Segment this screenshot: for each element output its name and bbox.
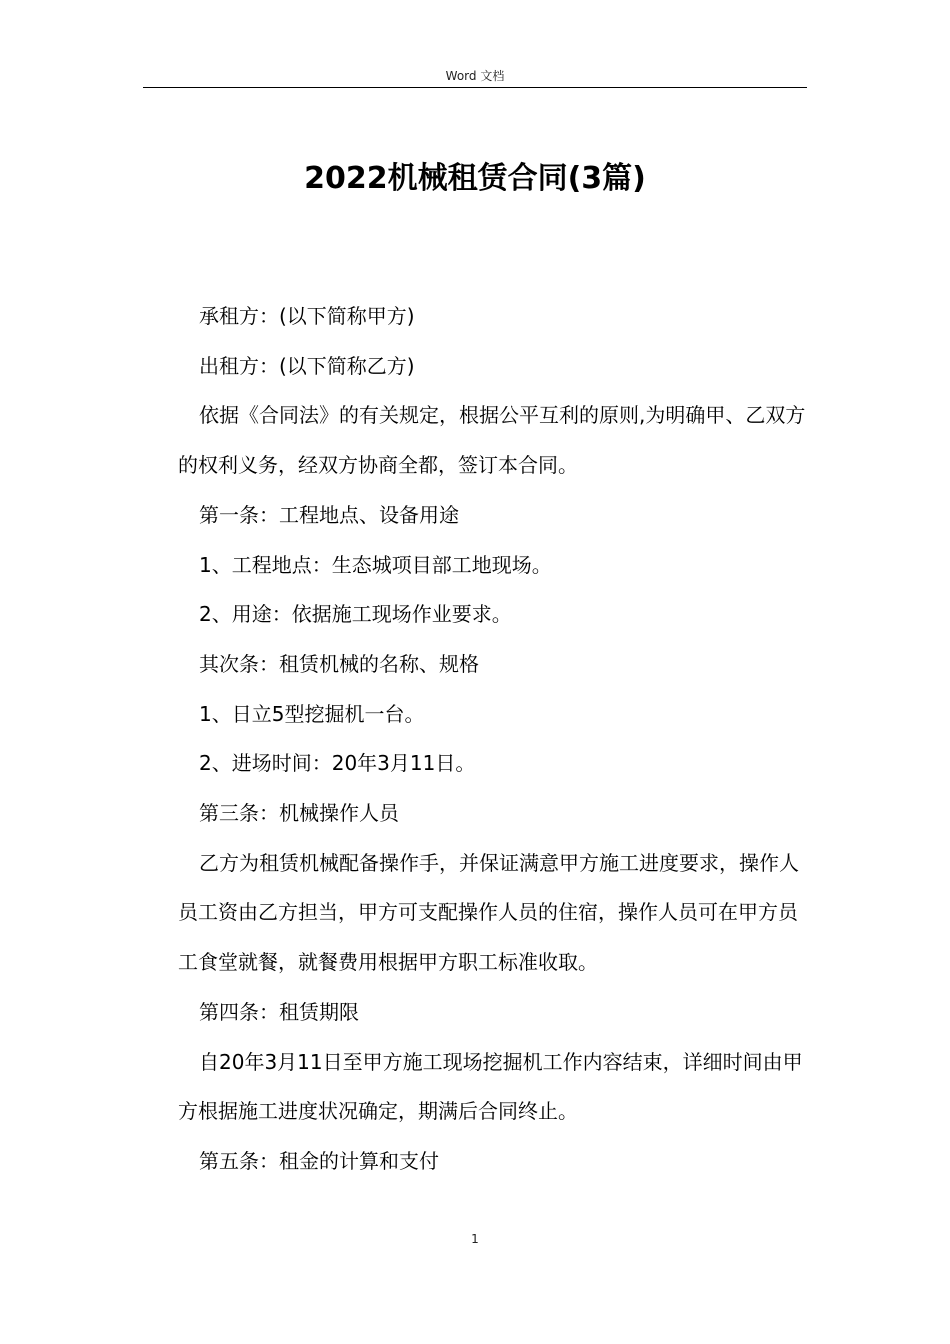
article-4-body: 自20年3月11日至甲方施工现场挖掘机工作内容结束，详细时间由甲方根据施工进度状况确定，期满后合同终止。 — [178, 1049, 803, 1124]
article-1-item-2: 2、用途：依据施工现场作业要求。 — [199, 602, 512, 627]
document-title: 2022机械租赁合同(3篇) — [304, 161, 646, 196]
article-2-heading: 其次条：租赁机械的名称、规格 — [199, 651, 479, 676]
header-divider — [143, 87, 807, 88]
header-label: Word 文档 — [445, 69, 505, 83]
article-1-item-1: 1、工程地点：生态城项目部工地现场。 — [199, 552, 552, 577]
document-body — [178, 292, 808, 1187]
article-1-heading: 第一条：工程地点、设备用途 — [199, 502, 459, 527]
paragraph-lessor: 出租方：(以下简称乙方) — [199, 353, 415, 378]
article-2-item-1: 1、日立5型挖掘机一台。 — [199, 701, 425, 726]
page-number: 1 — [471, 1232, 479, 1246]
paragraph-lessee: 承租方：(以下简称甲方) — [199, 304, 415, 328]
article-3-heading: 第三条：机械操作人员 — [199, 801, 399, 826]
article-5-heading: 第五条：租金的计算和支付 — [199, 1148, 439, 1173]
paragraph-preamble: 依据《合同法》的有关规定，根据公平互利的原则,为明确甲、乙双方的权利义务，经双方协商全都，签订本合同。 — [178, 403, 806, 478]
article-3-body: 乙方为租赁机械配备操作手，并保证满意甲方施工进度要求，操作人员工资由乙方担当，甲方可支配操作人员的住宿，操作人员可在甲方员工食堂就餐，就餐费用根据甲方职工标准收取。 — [178, 850, 799, 975]
article-2-item-2: 2、进场时间：20年3月11日。 — [199, 751, 476, 776]
article-4-heading: 第四条：租赁期限 — [199, 999, 359, 1024]
